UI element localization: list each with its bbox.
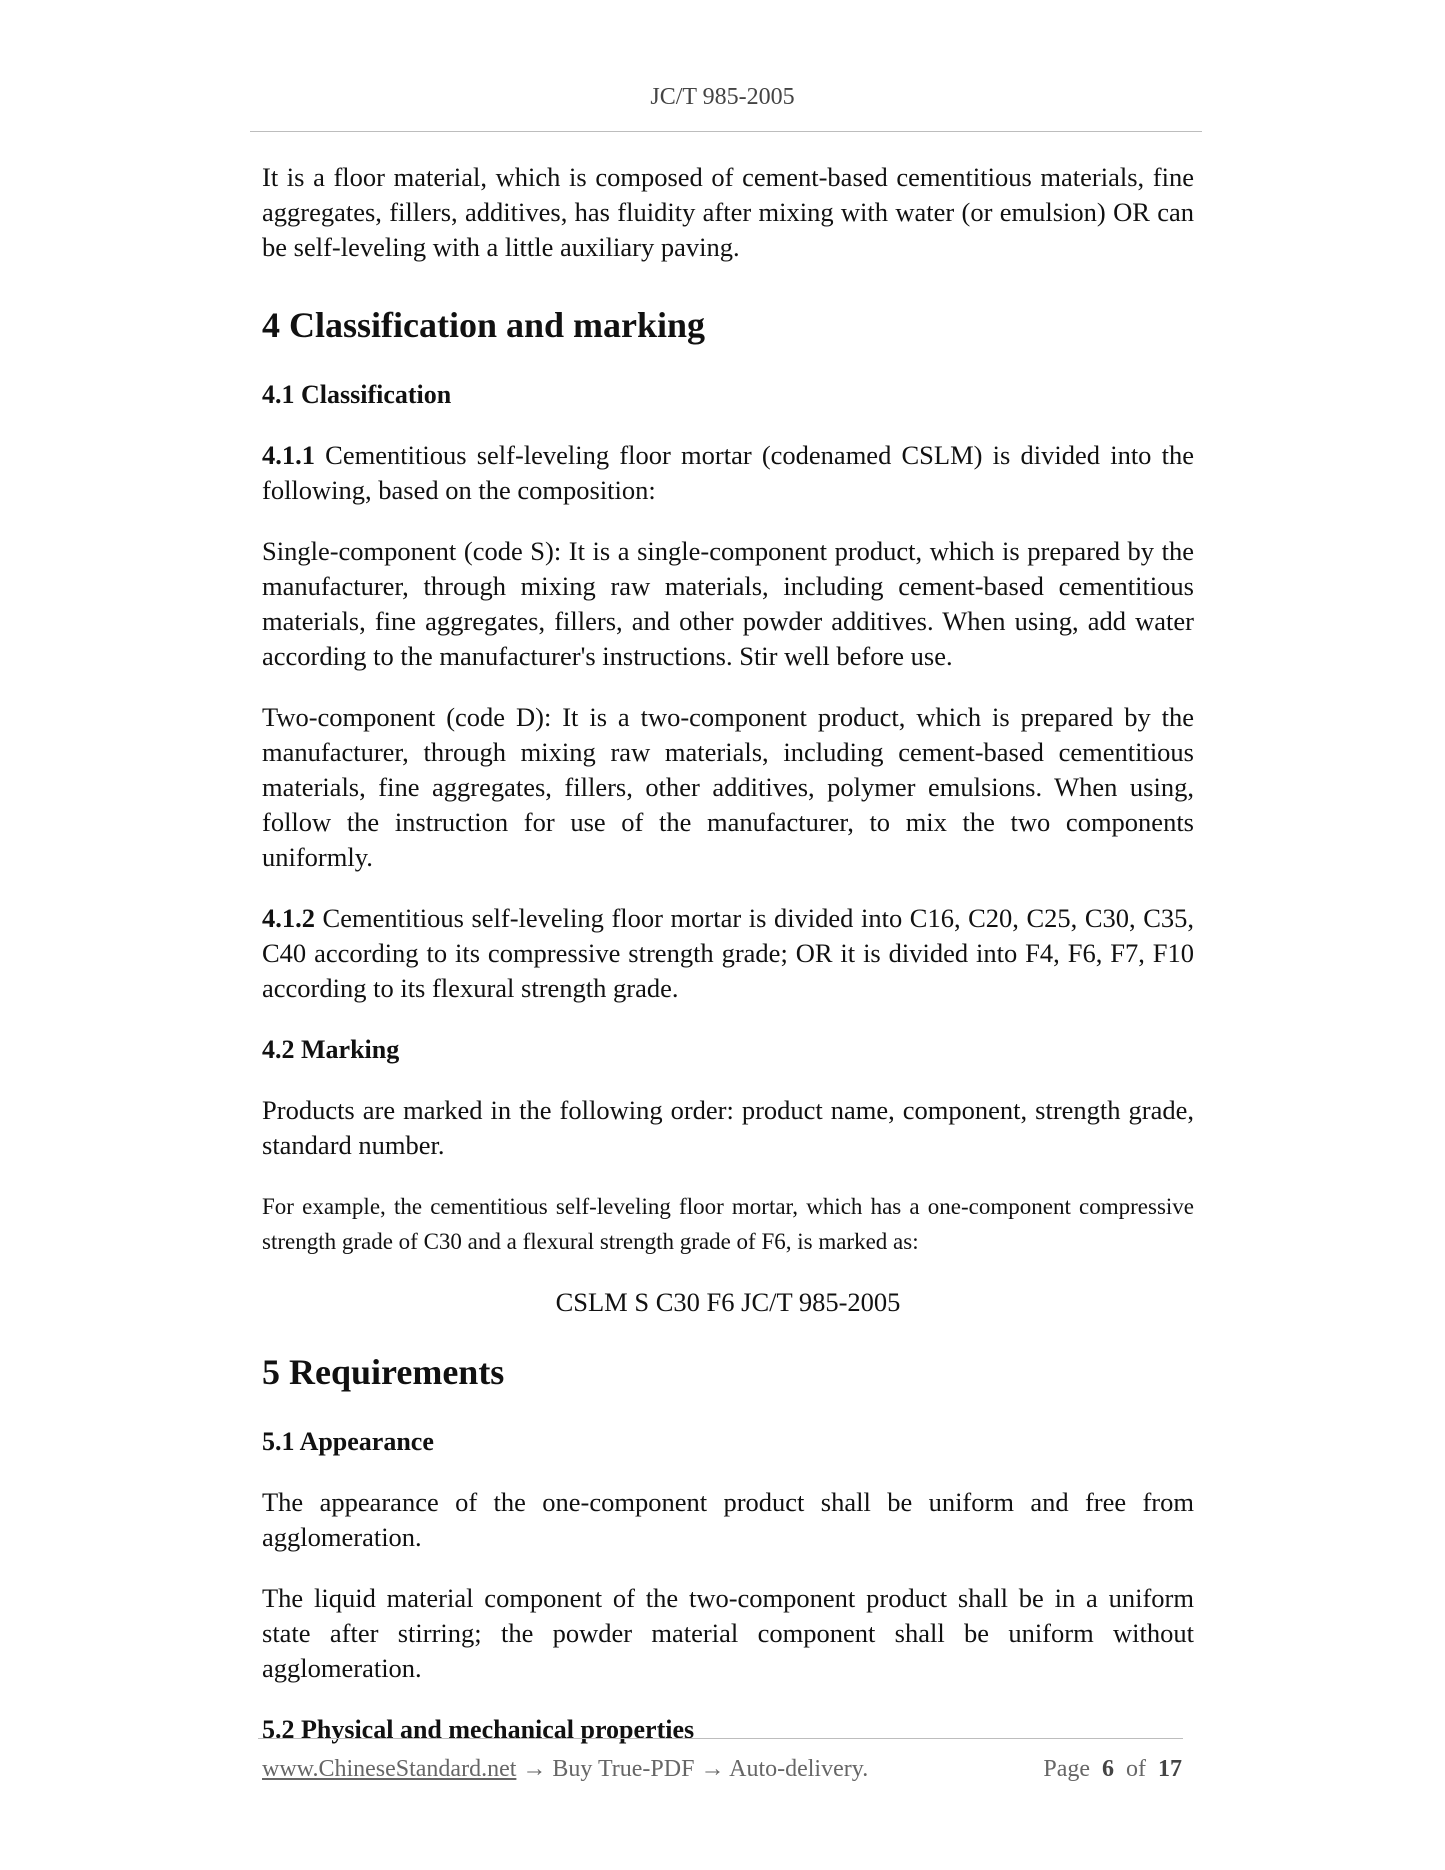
subsection-5-1-heading: 5.1 Appearance [262,1427,434,1456]
section-5-heading: 5 Requirements [262,1352,505,1392]
clause-text: Cementitious self-leveling floor mortar (codenamed CSLM) is divided into the following, based on the composition: [262,440,1194,505]
subsection-4-2-heading: 4.2 Marking [262,1035,400,1064]
subsection-4-1-heading: 4.1 Classification [262,380,452,409]
page-indicator [1043,1756,1182,1783]
single-component-paragraph: Single-component (code S): It is a single-component product, which is prepared by the manufacturer, through mixing raw materials, including cement-based cementitious materials, fine aggregates, fillers, and other powder additives. When using, add water according to the manufacturer's instructions. Stir well before use. [262,536,1194,671]
intro-paragraph: It is a floor material, which is composed of cement-based cementitious materials, fine aggregates, fillers, additives, has fluidity after mixing with water (or emulsion) OR can be self-leveling with a little auxiliary paving. [262,162,1194,262]
example-paragraph: For example, the cementitious self-leveling floor mortar, which has a one-component compressive strength grade of C30 and a flexural strength grade of F6, is marked as: [262,1194,1194,1254]
section-4-heading: 4 Classification and marking [262,305,706,345]
marking-paragraph: Products are marked in the following order: product name, component, strength grade, standard number. [262,1095,1194,1160]
appearance-paragraph-2: The liquid material component of the two-component product shall be in a uniform state after stirring; the powder material component shall be uniform without agglomeration. [262,1583,1194,1683]
clause-number: 4.1.1 [262,440,315,470]
page-content [262,160,1194,1747]
page-header: JC/T 985-2005 [650,84,795,110]
example-code: CSLM S C30 F6 JC/T 985-2005 [555,1287,901,1317]
header-divider [250,131,1202,132]
appearance-paragraph-1: The appearance of the one-component product shall be uniform and free from agglomeration. [262,1487,1194,1552]
footer-tagline: → Buy True-PDF → Auto-delivery. [516,1756,869,1782]
page-footer [262,1756,1182,1783]
clause-4-1-2 [262,901,1194,1006]
page-total: 17 [1158,1756,1182,1782]
clause-number: 4.1.2 [262,903,315,933]
footer-left [262,1756,868,1783]
website-link[interactable]: www.ChineseStandard.net [262,1756,517,1782]
clause-text: Cementitious self-leveling floor mortar is divided into C16, C20, C25, C30, C35, C40 according to its compressive strength grade; OR it is divided into F4, F6, F7, F10 according to its flexural strength grade. [262,903,1194,1003]
page-number: 6 [1102,1756,1114,1782]
subsection-5-2-heading: 5.2 Physical and mechanical properties [262,1715,695,1744]
page-label: Page [1043,1756,1090,1782]
clause-4-1-1 [262,438,1194,508]
footer-divider [258,1738,1183,1739]
of-label: of [1126,1756,1146,1782]
two-component-paragraph: Two-component (code D): It is a two-component product, which is prepared by the manufacturer, through mixing raw materials, including cement-based cementitious materials, fine aggregates, fillers, other additives, polymer emulsions. When using, follow the instruction for use of the manufacturer, to mix the two components uniformly. [262,702,1194,872]
